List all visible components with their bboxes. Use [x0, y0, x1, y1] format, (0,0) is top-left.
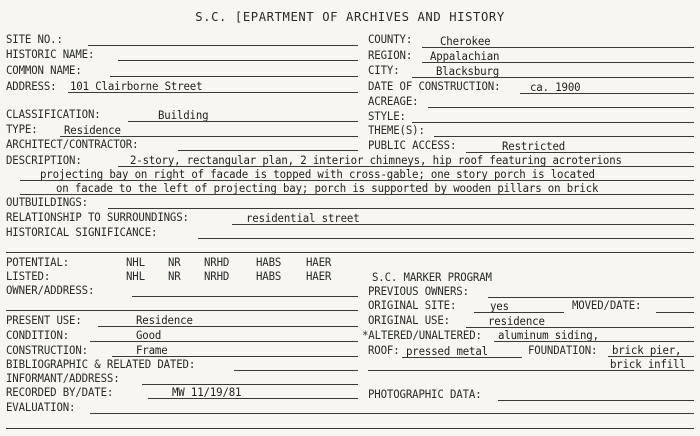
potential-haer: HAER: [306, 255, 332, 269]
architect-label: ARCHITECT/CONTRACTOR:: [6, 137, 139, 151]
moved-date-line: [656, 312, 694, 313]
classification-value: Building: [158, 108, 209, 122]
description-underline-3: [20, 194, 694, 195]
description-label: DESCRIPTION:: [6, 153, 82, 167]
listed-nhl: NHL: [126, 269, 145, 283]
evaluation-line-2: [6, 428, 694, 429]
original-site-line: [474, 312, 564, 313]
owner-address-line-2: [6, 310, 358, 311]
bibliographic-line: [234, 370, 358, 371]
classification-line: [128, 121, 358, 122]
construction-value: Frame: [136, 343, 168, 357]
common-name-label: COMMON NAME:: [6, 63, 82, 77]
historical-significance-line-2: [6, 252, 694, 253]
county-value: Cherokee: [440, 34, 491, 48]
region-label: REGION:: [368, 48, 413, 62]
type-value: Residence: [64, 123, 121, 137]
county-line: [422, 47, 694, 48]
original-site-label: ORIGINAL SITE:: [368, 298, 457, 312]
foundation-line-2: [368, 370, 694, 371]
listed-nr: NR: [168, 269, 181, 283]
condition-label: CONDITION:: [6, 328, 70, 342]
recorded-by-label: RECORDED BY/DATE:: [6, 385, 114, 399]
listed-haer: HAER: [306, 269, 332, 283]
city-line: [412, 77, 694, 78]
description-line-2: projecting bay on right of facade is topped with cross-gable; one story porch is located: [40, 167, 595, 181]
roof-line: [402, 357, 522, 358]
type-label: TYPE:: [6, 122, 38, 136]
moved-date-label: MOVED/DATE:: [572, 298, 642, 312]
region-line: [422, 62, 694, 63]
relationship-value: residential street: [246, 211, 360, 225]
potential-habs: HABS: [256, 255, 282, 269]
present-use-label: PRESENT USE:: [6, 313, 82, 327]
acreage-line: [428, 107, 694, 108]
recorded-by-line: [148, 398, 358, 399]
address-label: ADDRESS:: [6, 79, 57, 93]
classification-label: CLASSIFICATION:: [6, 107, 101, 121]
altered-label: *ALTERED/UNALTERED:: [362, 328, 482, 342]
site-no-line: [88, 45, 358, 46]
roof-value: pressed metal: [406, 344, 488, 358]
evaluation-label: EVALUATION:: [6, 400, 76, 414]
evaluation-line: [90, 413, 694, 414]
county-label: COUNTY:: [368, 32, 413, 46]
acreage-label: ACREAGE:: [368, 94, 419, 108]
present-use-value: Residence: [136, 313, 193, 327]
bibliographic-label: BIBLIOGRAPHIC & RELATED DATED:: [6, 357, 196, 371]
architect-line: [178, 150, 358, 151]
construction-label: CONSTRUCTION:: [6, 343, 88, 357]
style-label: STYLE:: [368, 109, 406, 123]
original-site-value: yes: [490, 299, 509, 313]
recorded-by-value: MW 11/19/81: [172, 385, 242, 399]
region-value: Appalachian: [430, 49, 500, 63]
potential-nr: NR: [168, 255, 181, 269]
address-line: [68, 92, 358, 93]
site-no-label: SITE NO.:: [6, 32, 63, 46]
marker-program-label: S.C. MARKER PROGRAM: [372, 270, 492, 284]
address-value: 101 Clairborne Street: [70, 79, 203, 93]
owner-address-line: [132, 296, 358, 297]
listed-nrhd: NRHD: [204, 269, 230, 283]
informant-label: INFORMANT/ADDRESS:: [6, 371, 120, 385]
description-line-3: on facade to the left of projecting bay; porch is supported by wooden pillars on brick: [56, 181, 599, 195]
photographic-label: PHOTOGRAPHIC DATA:: [368, 387, 482, 401]
foundation-label: FOUNDATION:: [528, 343, 598, 357]
form-title: S.C. [EPARTMENT OF ARCHIVES AND HISTORY: [195, 10, 505, 24]
date-of-construction-value: ca. 1900: [530, 80, 581, 94]
altered-value: aluminum siding,: [498, 328, 599, 342]
outbuildings-line: [108, 208, 694, 209]
original-use-value: residence: [488, 314, 545, 328]
outbuildings-label: OUTBUILDINGS:: [6, 195, 88, 209]
public-access-value: Restricted: [502, 139, 566, 153]
potential-label: POTENTIAL:: [6, 255, 70, 269]
photographic-line: [498, 400, 694, 401]
historical-significance-line: [198, 238, 694, 239]
style-line: [412, 122, 694, 123]
relationship-label: RELATIONSHIP TO SURROUNDINGS:: [6, 210, 189, 224]
historic-name-label: HISTORIC NAME:: [6, 47, 95, 61]
original-use-label: ORIGINAL USE:: [368, 313, 450, 327]
altered-line: [494, 341, 694, 342]
condition-line: [90, 341, 358, 342]
owner-address-label: OWNER/ADDRESS:: [6, 283, 95, 297]
listed-label: LISTED:: [6, 269, 51, 283]
city-value: Blacksburg: [436, 64, 500, 78]
date-of-construction-line: [520, 93, 694, 94]
date-of-construction-label: DATE OF CONSTRUCTION:: [368, 79, 501, 93]
relationship-line: [232, 224, 694, 225]
previous-owners-label: PREVIOUS OWNERS:: [368, 284, 469, 298]
common-name-line: [110, 76, 358, 77]
foundation-value-1: brick pier,: [612, 343, 682, 357]
themes-label: THEME(S):: [368, 123, 425, 137]
historical-significance-label: HISTORICAL SIGNIFICANCE:: [6, 225, 158, 239]
city-label: CITY:: [368, 63, 400, 77]
present-use-line: [98, 326, 358, 327]
roof-label: ROOF:: [368, 343, 400, 357]
historic-name-line: [118, 60, 358, 61]
potential-nhl: NHL: [126, 255, 145, 269]
themes-line: [434, 136, 694, 137]
listed-habs: HABS: [256, 269, 282, 283]
potential-nrhd: NRHD: [204, 255, 230, 269]
foundation-value-2: brick infill: [610, 357, 686, 371]
condition-value: Good: [136, 328, 162, 342]
public-access-label: PUBLIC ACCESS:: [368, 138, 457, 152]
description-line-1: 2-story, rectangular plan, 2 interior chimneys, hip roof featuring acroterions: [130, 153, 622, 167]
